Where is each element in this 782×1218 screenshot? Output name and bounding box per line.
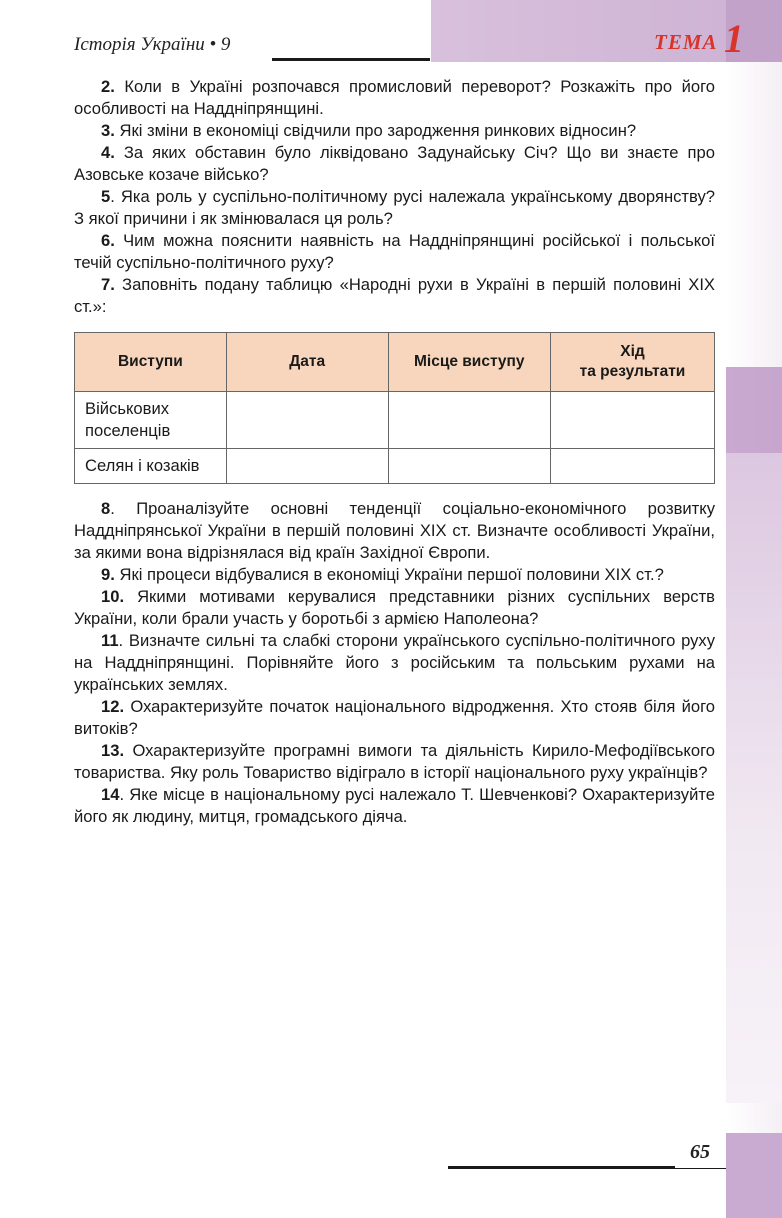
question-text: . Яка роль у суспільно-політичному русі належала українському дворянству? З якої причини і як змінювалася ця роль?	[74, 187, 715, 228]
table-header-cell: Місце виступу	[388, 333, 550, 392]
question-item	[74, 498, 715, 564]
page-number: 65	[690, 1141, 710, 1163]
table-cell	[388, 392, 550, 449]
table-header-cell: Виступи	[75, 333, 227, 392]
question-number: 8	[101, 499, 111, 518]
question-number: 10.	[101, 587, 125, 606]
question-text: Чим можна пояснити наявність на Наддніпрянщині російської і польської течій суспільно-політичного руху?	[74, 231, 715, 272]
table-cell: Військових поселенців	[75, 392, 227, 449]
question-item	[74, 120, 715, 142]
question-item	[74, 630, 715, 696]
question-text: Які процеси відбувалися в економіці України першої половини XIX ст.?	[114, 565, 664, 584]
table-cell: Селян і козаків	[75, 449, 227, 484]
questions-after-table	[74, 498, 715, 828]
question-item	[74, 186, 715, 230]
question-text: . Проаналізуйте основні тенденції соціально-економічного розвитку Наддніпрянської України в першій половині XIX ст. Визначте особливості України, за якими вона відрізнялася від країн Західної Європи.	[74, 499, 715, 562]
question-number: 9.	[101, 565, 115, 584]
topic-number: 1	[724, 16, 744, 61]
question-text: Якими мотивами керувалися представники різних суспільних верств України, коли брали участь у боротьбі з армією Наполеона?	[74, 587, 715, 628]
book-title: Історія України • 9	[74, 34, 231, 55]
side-tab-gradient	[726, 453, 782, 1103]
question-number: 7.	[101, 275, 115, 294]
topic-label: ТЕМА	[654, 30, 718, 54]
question-text: . Яке місце в національному русі належало Т. Шевченкові? Охарактеризуйте його як людину, митця, громадського діяча.	[74, 785, 715, 826]
header-rule	[272, 58, 430, 61]
footer-rule-thin	[675, 1168, 726, 1169]
footer-rule	[448, 1166, 675, 1169]
question-number: 14	[101, 785, 120, 804]
table-cell	[226, 449, 388, 484]
question-number: 11	[101, 631, 119, 650]
table-cell	[226, 392, 388, 449]
question-number: 2.	[101, 77, 115, 96]
side-tab-chapter-marker	[726, 367, 782, 453]
table-cell	[550, 449, 714, 484]
table-header-cell: Дата	[226, 333, 388, 392]
table-header-row	[75, 333, 715, 392]
question-item	[74, 230, 715, 274]
question-text: За яких обставин було ліквідовано Задунайську Січ? Що ви знаєте про Азовське козаче військо?	[74, 143, 715, 184]
question-item	[74, 274, 715, 318]
question-text: Охарактеризуйте програмні вимоги та діяльність Кирило-Мефодіївського товариства. Яку роль Товариство відіграло в історії національного руху українців?	[74, 741, 715, 782]
question-number: 12.	[101, 697, 125, 716]
question-number: 6.	[101, 231, 115, 250]
question-item	[74, 586, 715, 630]
questions-before-table	[74, 76, 715, 318]
question-item	[74, 784, 715, 828]
question-item	[74, 740, 715, 784]
question-number: 4.	[101, 143, 115, 162]
page-content	[74, 76, 715, 828]
question-item	[74, 142, 715, 186]
table-cell	[388, 449, 550, 484]
question-item	[74, 76, 715, 120]
table-row	[75, 449, 715, 484]
question-number: 13.	[101, 741, 125, 760]
question-item	[74, 696, 715, 740]
question-number: 5	[101, 187, 111, 206]
movements-table	[74, 332, 715, 484]
question-text: . Визначте сильні та слабкі сторони українського суспільно-політичного руху на Наддніпрянщині. Порівняйте його з російським та польським рухами на українських землях.	[74, 631, 715, 694]
table-cell	[550, 392, 714, 449]
question-text: Заповніть подану таблицю «Народні рухи в Україні в першій половині XIX ст.»:	[74, 275, 715, 316]
side-tab-bottom	[726, 1133, 782, 1218]
table-row	[75, 392, 715, 449]
question-text: Охарактеризуйте початок національного відродження. Хто стояв біля його витоків?	[74, 697, 715, 738]
table-header-cell: Хід та результати	[550, 333, 714, 392]
question-item	[74, 564, 715, 586]
question-text: Які зміни в економіці свідчили про зародження ринкових відносин?	[114, 121, 637, 140]
question-number: 3.	[101, 121, 115, 140]
question-text: Коли в Україні розпочався промисловий переворот? Розкажіть про його особливості на Наддніпрянщині.	[74, 77, 715, 118]
